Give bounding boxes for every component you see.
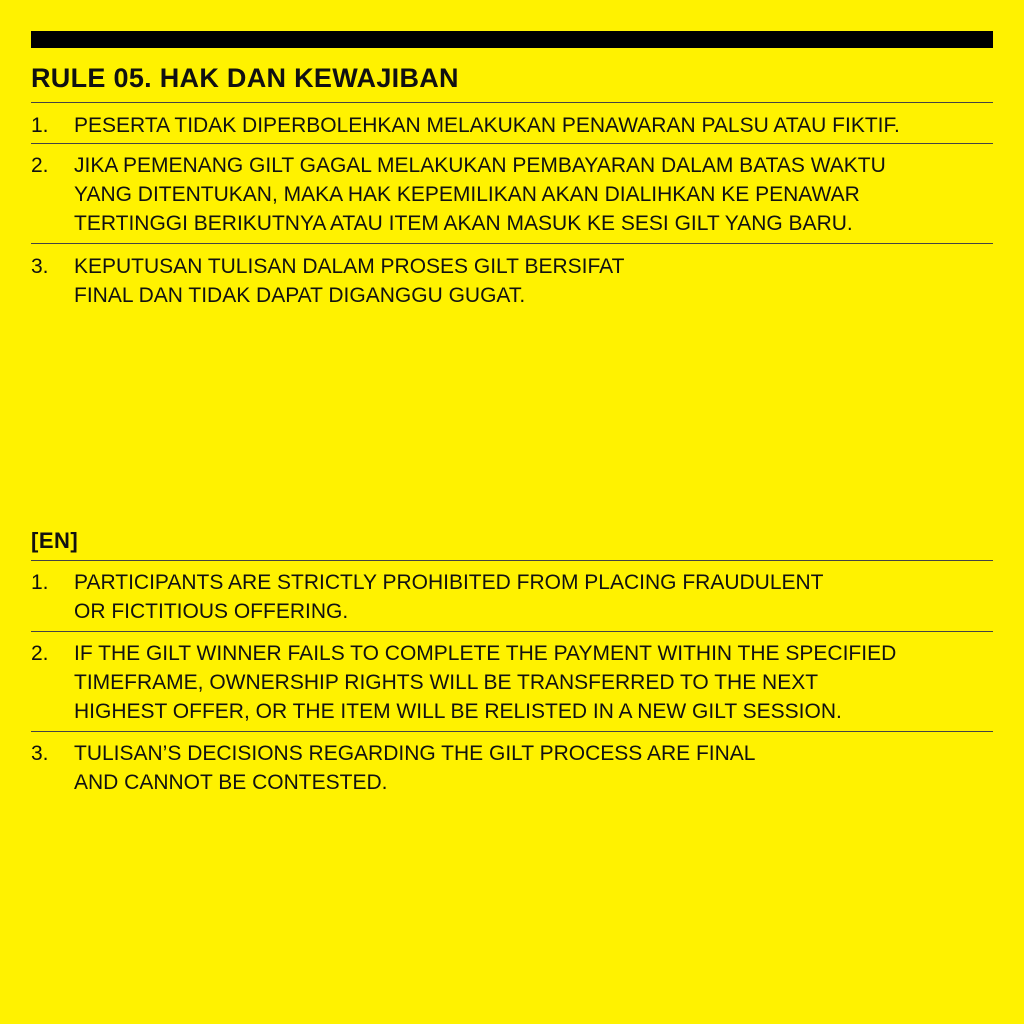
divider-line [31,102,993,103]
top-black-bar [31,31,993,48]
item-number: 3. [31,255,49,278]
item-text: KEPUTUSAN TULISAN DALAM PROSES GILT BERSIFAT FINAL DAN TIDAK DAPAT DIGANGGU GUGAT. [74,255,625,307]
divider-line [31,560,993,561]
item-number: 3. [31,742,49,765]
english-section-tag: [EN] [31,528,79,553]
divider-line [31,631,993,632]
item-text: TULISAN’S DECISIONS REGARDING THE GILT PROCESS ARE FINAL AND CANNOT BE CONTESTED. [74,742,756,794]
item-text: PESERTA TIDAK DIPERBOLEHKAN MELAKUKAN PENAWARAN PALSU ATAU FIKTIF. [74,114,900,137]
item-text: JIKA PEMENANG GILT GAGAL MELAKUKAN PEMBAYARAN DALAM BATAS WAKTU YANG DITENTUKAN, MAKA HAK KEPEMILIKAN AKAN DIALIHKAN KE PENAWAR TERTINGGI BERIKUTNYA ATAU ITEM AKAN MASUK KE SESI GILT YANG BARU. [74,154,886,235]
rule-heading: RULE 05. HAK DAN KEWAJIBAN [31,63,459,93]
divider-line [31,143,993,144]
item-number: 1. [31,571,49,594]
item-text: PARTICIPANTS ARE STRICTLY PROHIBITED FROM PLACING FRAUDULENT OR FICTITIOUS OFFERING. [74,571,824,623]
item-number: 2. [31,642,49,665]
item-text: IF THE GILT WINNER FAILS TO COMPLETE THE PAYMENT WITHIN THE SPECIFIED TIMEFRAME, OWNERSHIP RIGHTS WILL BE TRANSFERRED TO THE NEXT HIGHEST OFFER, OR THE ITEM WILL BE RELISTED IN A NEW GILT SESSION. [74,642,897,723]
item-number: 1. [31,114,49,137]
divider-line [31,731,993,732]
item-number: 2. [31,154,49,177]
divider-line [31,243,993,244]
